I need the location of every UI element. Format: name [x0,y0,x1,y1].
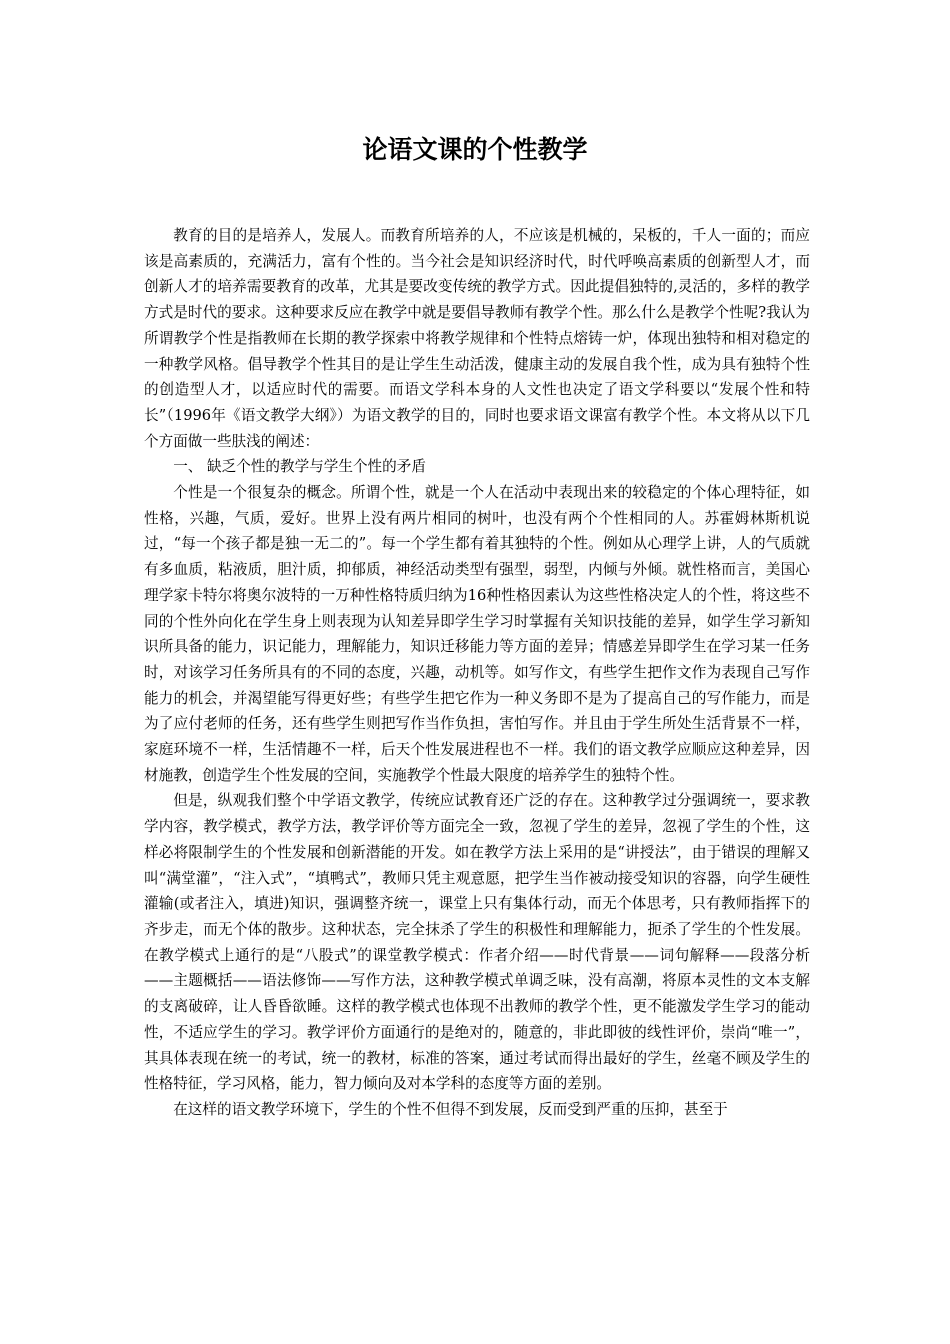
body-paragraph: 个性是一个很复杂的概念。所谓个性，就是一个人在活动中表现出来的较稳定的个体心理特征，如性格，兴趣，气质，爱好。世界上没有两片相同的树叶，也没有两个个性相同的人。苏霍姆林斯机说过，“每一个孩子都是独一无二的”。每一个学生都有着其独特的个性。例如从心理学上讲，人的气质就有多血质，粘液质，胆汁质，抑郁质，神经活动类型有强型，弱型，内倾与外倾。就性格而言，美国心理学家卡特尔将奥尔波特的一万种性格特质归纳为16种性格因素认为这些性格决定人的个性，将这些不同的个性外向化在学生身上则表现为认知差异即学生学习时掌握有关知识技能的差异，如学生学习新知识所具备的能力，识记能力，理解能力，知识迁移能力等方面的差异；情感差异即学生在学习某一任务时，对该学习任务所具有的不同的态度，兴趣，动机等。如写作文，有些学生把作文作为表现自己写作能力的机会，并渴望能写得更好些；有些学生把它作为一种义务即不是为了提高自己的写作能力，而是为了应付老师的任务，还有些学生则把写作当作负担，害怕写作。并且由于学生所处生活背景不一样，家庭环境不一样，生活情趣不一样，后天个性发展进程也不一样。我们的语文教学应顺应这种差异，因材施教，创造学生个性发展的空间，实施教学个性最大限度的培养学生的独特个性。 [144,484,810,784]
document-title: 论语文课的个性教学 [362,135,588,164]
section-heading: 一、 缺乏个性的教学与学生个性的矛盾 [173,458,426,476]
intro-paragraph: 教育的目的是培养人，发展人。而教育所培养的人，不应该是机械的，呆板的，千人一面的；而应该是高素质的，充满活力，富有个性的。当今社会是知识经济时代，时代呼唤高素质的创新型人才，而创新人才的培养需要教育的改革，尤其是要改变传统的教学方式。因此提倡独特的,灵活的，多样的教学方式是时代的要求。这种要求反应在教学中就是要倡导教师有教学个性。那么什么是教学个性呢?我认为所谓教学个性是指教师在长期的教学探索中将教学规律和个性特点熔铸一炉，体现出独特和相对稳定的一种教学风格。倡导教学个性其目的是让学生生动活泼，健康主动的发展自我个性，成为具有独特个性的创造型人才，以适应时代的需要。而语文学科本身的人文性也决定了语文学科要以“发展个性和特长”（1996年《语文教学大纲》）为语文教学的目的，同时也要求语文课富有教学个性。本文将从以下几个方面做一些肤浅的阐述： [144,227,810,450]
document-body [144,223,810,1123]
body-paragraph: 但是，纵观我们整个中学语文教学，传统应试教育还广泛的存在。这种教学过分强调统一，要求教学内容，教学模式，教学方法，教学评价等方面完全一致，忽视了学生的差异，忽视了学生的个性，这样必将限制学生的个性发展和创新潜能的开发。如在教学方法上采用的是“讲授法”，由于错误的理解又叫“满堂灌”，“注入式”，“填鸭式”，教师只凭主观意愿，把学生当作被动接受知识的容器，向学生硬性灌输(或者注入，填进)知识，强调整齐统一，课堂上只有集体行动，而无个体思考，只有教师指挥下的齐步走，而无个体的散步。这种状态，完全抹杀了学生的积极性和理解能力，扼杀了学生的个性发展。在教学模式上通行的是“八股式”的课堂教学模式：作者介绍——时代背景——词句解释——段落分析——主题概括——语法修饰——写作方法，这种教学模式单调乏味，没有高潮，将原本灵性的文本支解的支离破碎，让人昏昏欲睡。这样的教学模式也体现不出教师的教学个性，更不能激发学生学习的能动性，不适应学生的学习。教学评价方面通行的是绝对的，随意的，非此即彼的线性评价，崇尚“唯一”，其具体表现在统一的考试，统一的教材，标准的答案，通过考试而得出最好的学生，丝毫不顾及学生的性格特征，学习风格，能力，智力倾向及对本学科的态度等方面的差别。 [144,792,810,1093]
body-paragraph: 在这样的语文教学环境下，学生的个性不但得不到发展，反而受到严重的压抑，甚至于 [173,1100,728,1118]
